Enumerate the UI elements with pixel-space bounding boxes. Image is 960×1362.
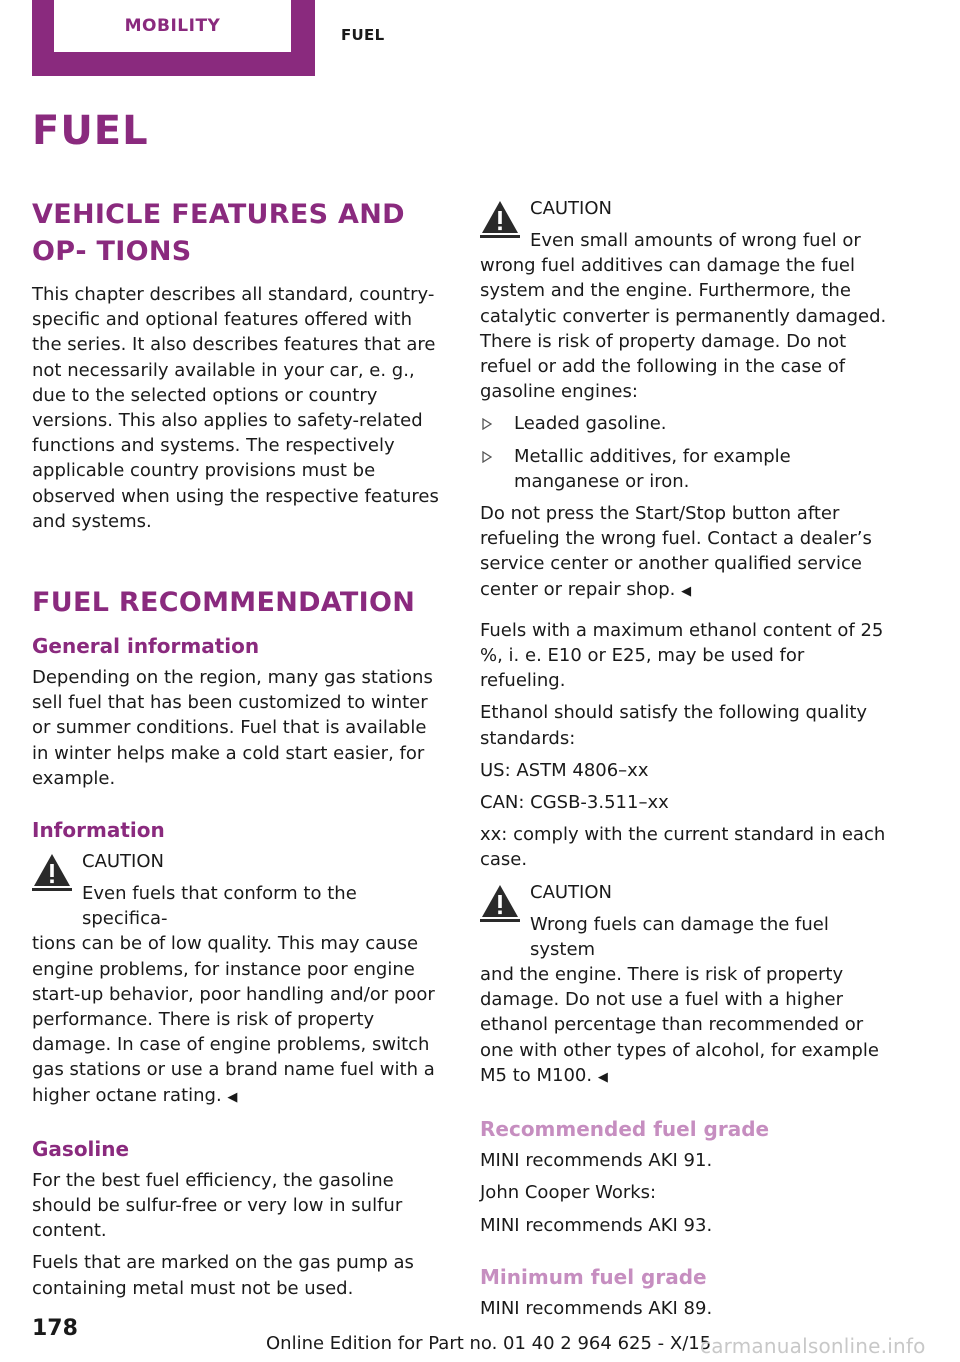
caution-text: tions can be of low quality. This may cause engine problems, for instance poor engine start-up behavior, poor handling and/or poor performance. There is risk of property damage. In case of engine problems, switch gas stations or use a brand name fuel with a higher octane rating. — [32, 933, 435, 1106]
caution-first-line: Even fuels that conform to the specifica‐ — [82, 883, 357, 930]
general-information-heading: General information — [32, 634, 260, 659]
right-column — [480, 196, 894, 1328]
gasoline-text-2: Fuels that are marked on the gas pump as containing metal must not be used. — [32, 1252, 414, 1299]
quality-text: Ethanol should satisfy the following quality standards: — [480, 702, 868, 749]
end-mark-icon: ◀ — [227, 1089, 238, 1105]
caution-label: CAUTION — [530, 881, 612, 903]
triangle-bullet-icon — [482, 451, 492, 463]
caution-after-text: Do not press the Start/Stop button after refueling the wrong fuel. Contact a dealer’s service center or another qualified service center or repair shop. — [480, 503, 872, 600]
caution-first-line: Wrong fuels can damage the fuel system — [530, 913, 829, 960]
vehicle-features-heading: VEHICLE FEATURES AND OP‐ TIONS — [32, 199, 405, 267]
xx-text: xx: comply with the current standard in each case. — [480, 824, 886, 871]
header-section-label: FUEL — [341, 26, 385, 44]
minimum-fuel-grade-heading: Minimum fuel grade — [480, 1264, 707, 1289]
caution-label: CAUTION — [530, 198, 612, 219]
information-heading: Information — [32, 818, 165, 843]
end-mark-icon: ◀ — [597, 1069, 608, 1085]
footer-edition: Online Edition for Part no. 01 40 2 964 625 - X/15 — [266, 1333, 712, 1354]
can-standard: CAN: CGSB-3.511–xx — [480, 792, 669, 814]
us-standard: US: ASTM 4806–xx — [480, 759, 649, 781]
recommended-grade-line: MINI recommends AKI 91. — [480, 1150, 713, 1172]
header-tab-label: MOBILITY — [54, 0, 291, 52]
end-mark-icon: ◀ — [681, 583, 692, 599]
caution-first-line: Even small amounts of wrong fuel or — [530, 230, 861, 251]
minimum-grade-line: MINI recommends AKI 89. — [480, 1297, 713, 1319]
gasoline-text-1: For the best fuel efficiency, the gasoline should be sulfur-free or very low in sulfur content. — [32, 1169, 403, 1242]
list-item: Metallic additives, for example manganese or iron. — [480, 444, 894, 494]
bullet-list — [480, 411, 894, 494]
ethanol-text: Fuels with a maximum ethanol content of 25 %, i. e. E10 or E25, may be used for refueling. — [480, 619, 884, 692]
watermark: carmanualsonline.info — [700, 1334, 926, 1358]
caution-text: wrong fuel additives can damage the fuel system and the engine. Furthermore, the catalytic converter is permanently damaged. There is risk of property damage. Do not refuel or add the following in the case of gasoline engines: — [480, 255, 887, 403]
recommended-fuel-grade-heading: Recommended fuel grade — [480, 1117, 770, 1142]
caution-text: and the engine. There is risk of property damage. Do not use a fuel with a higher ethanol percentage than recommended or one with other types of alcohol, for example M5 to M100. — [480, 964, 879, 1086]
caution-block — [32, 849, 446, 1110]
triangle-bullet-icon — [482, 418, 492, 430]
general-information-text: Depending on the region, many gas stations sell fuel that has been customized to winter or summer conditions. Fuel that is available in winter helps make a cold start easier, for example. — [32, 667, 433, 789]
header-tab — [32, 0, 315, 76]
gasoline-heading: Gasoline — [32, 1136, 130, 1161]
caution-label: CAUTION — [82, 851, 164, 873]
warning-icon — [480, 882, 520, 922]
vehicle-features-text: This chapter describes all standard, country-specific and optional features offered with the series. It also describes features that are not necessarily available in your car, e. g., due to the selected options or country versions. This also applies to safety-related functions and systems. The respectively applicable country provisions must be observed when using the respective features and systems. — [32, 284, 439, 532]
caution-block-ethanol — [480, 880, 894, 1090]
fuel-recommendation-heading: FUEL RECOMMENDATION — [32, 587, 416, 619]
caution-block-wrong-fuel — [480, 196, 894, 604]
page-number: 178 — [32, 1316, 78, 1341]
left-column — [32, 196, 446, 1308]
warning-icon — [32, 851, 72, 891]
list-item: Leaded gasoline. — [480, 411, 894, 436]
warning-icon — [480, 198, 520, 238]
recommended-grade-line: John Cooper Works: — [480, 1182, 657, 1204]
page-title: FUEL — [32, 108, 149, 154]
recommended-grade-line: MINI recommends AKI 93. — [480, 1214, 713, 1236]
